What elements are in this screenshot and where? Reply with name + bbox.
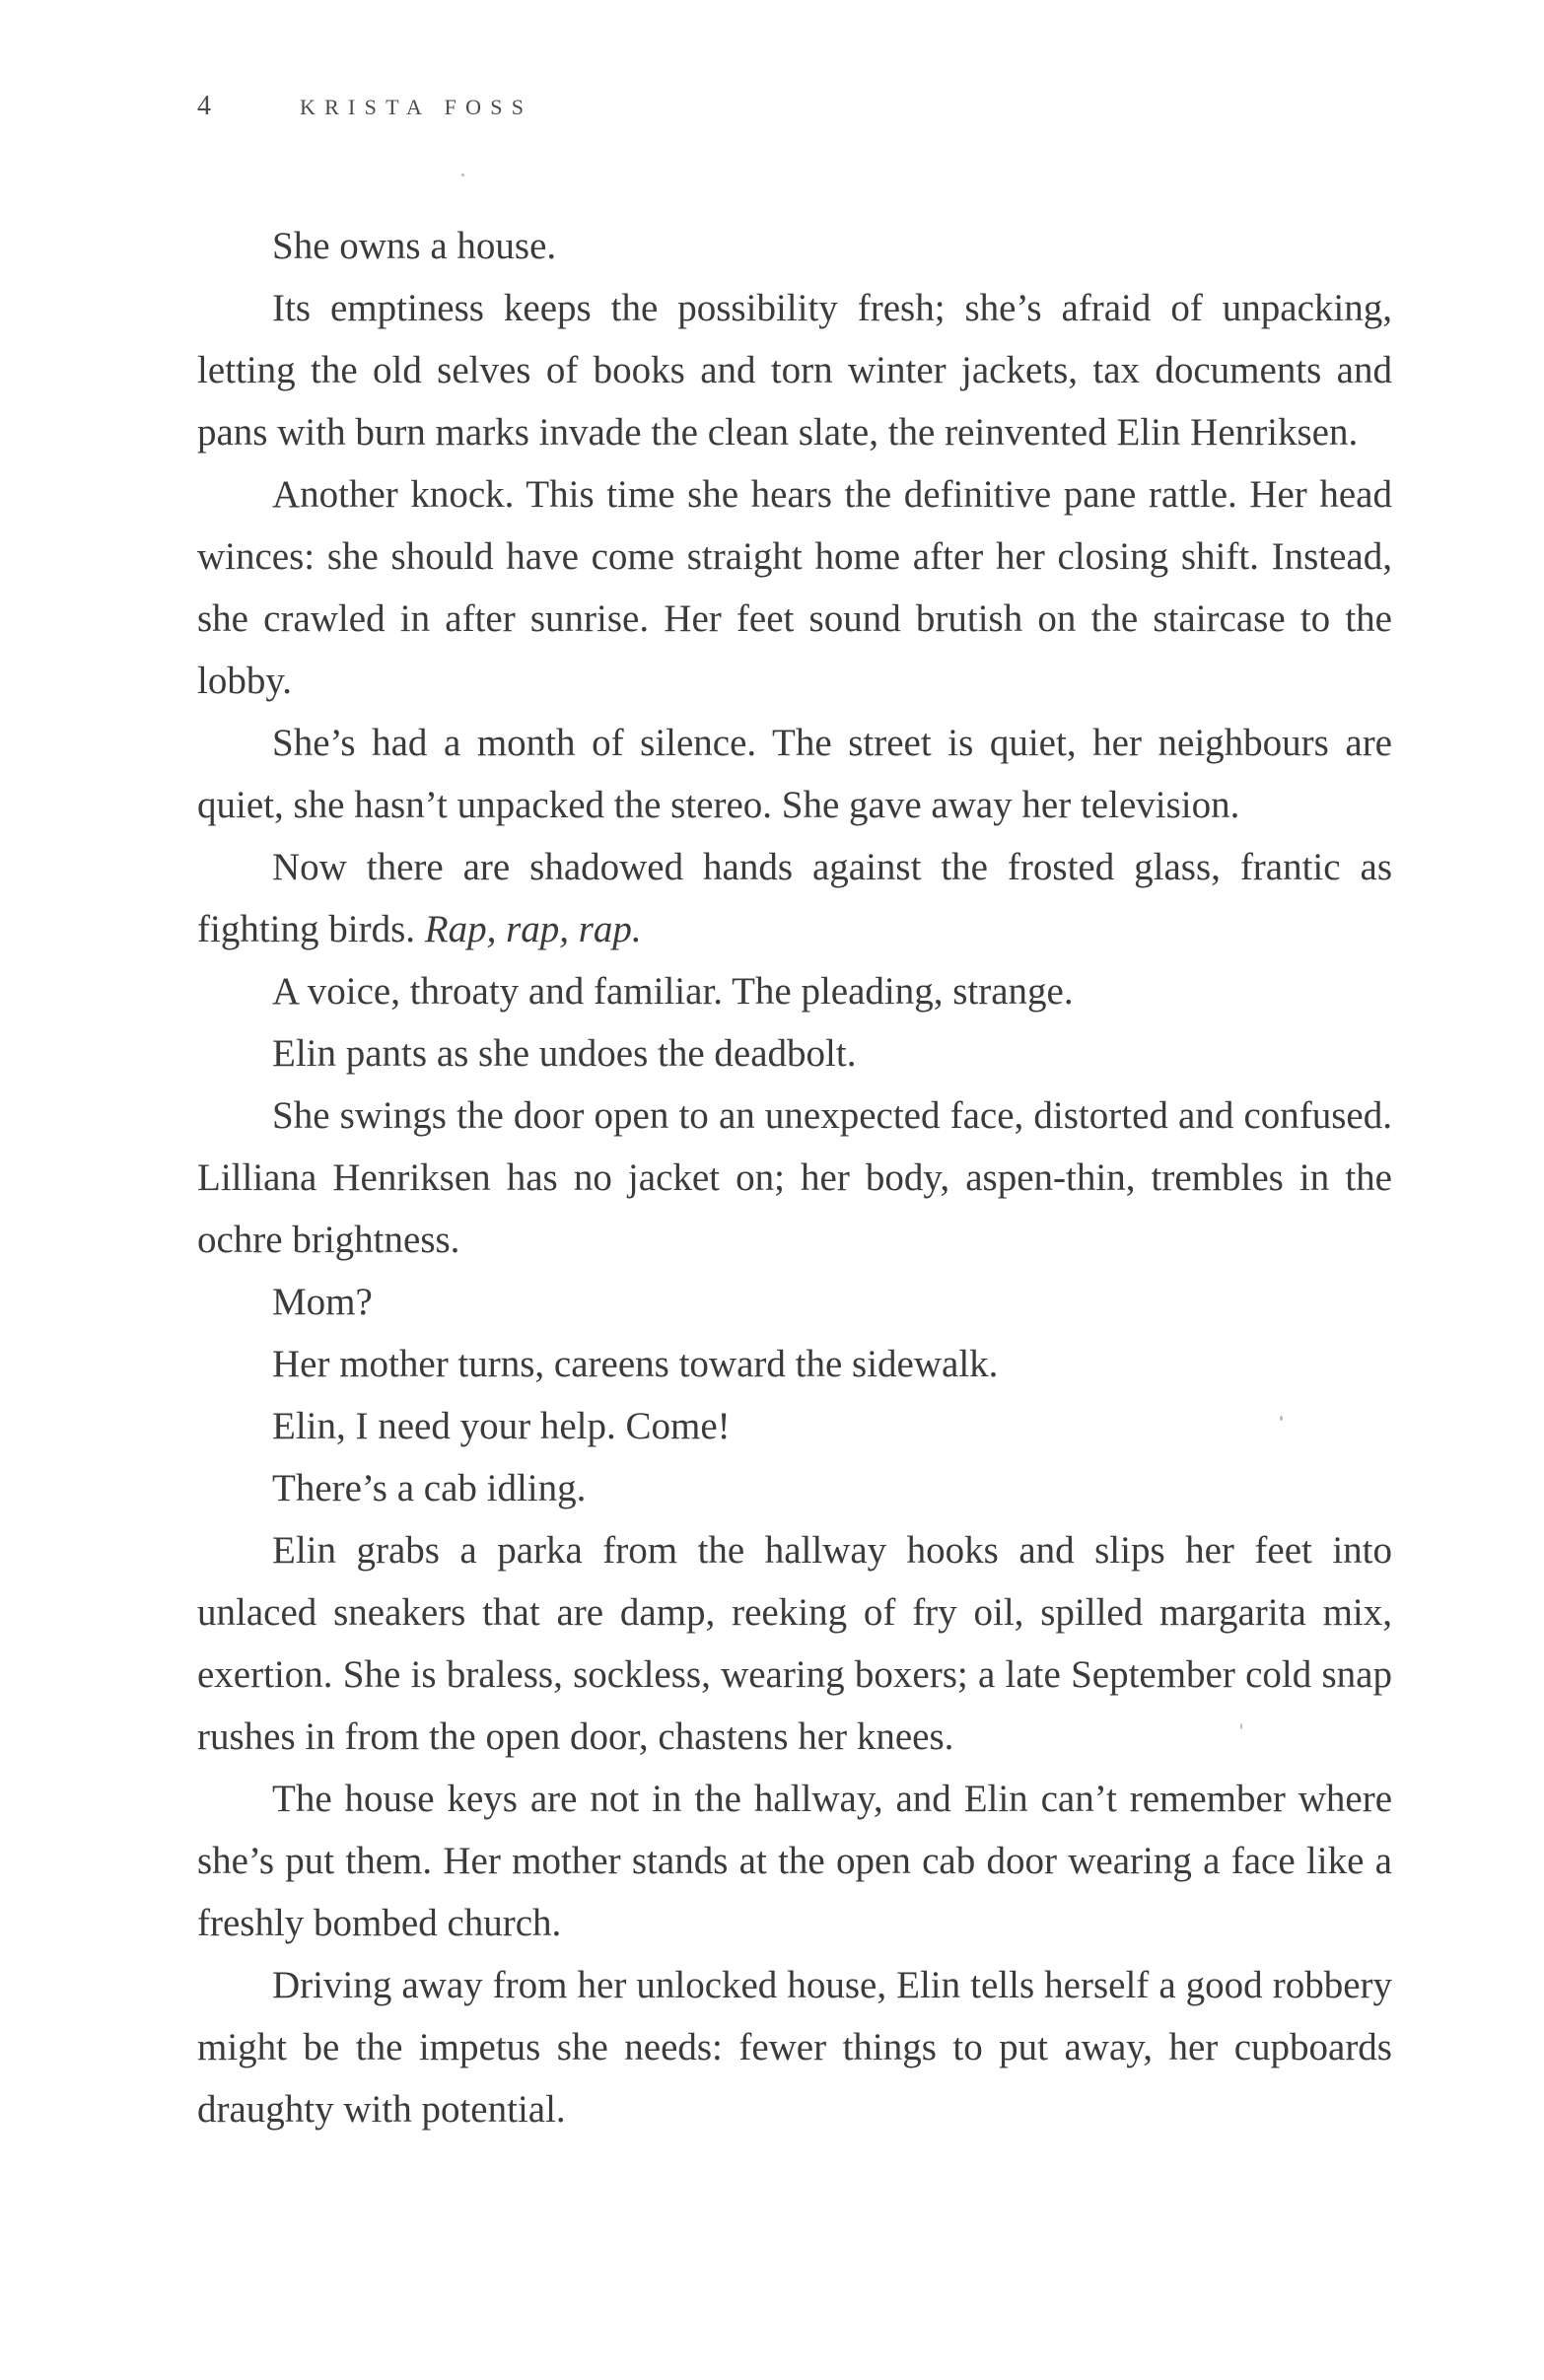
page-number: 4 xyxy=(197,91,211,121)
paragraph: She owns a house. xyxy=(272,225,557,267)
body-text xyxy=(197,215,1392,2140)
paragraph: Its emptiness keeps the possibility fresh; she’s afraid of unpacking, letting the old selves of books and torn winter jackets, tax documents and pans with burn marks invade the clean slate, the reinvented Elin Henriksen. xyxy=(197,287,1392,454)
running-head xyxy=(197,91,532,122)
paragraph xyxy=(197,836,1392,960)
paragraph: Another knock. This time she hears the definitive pane rattle. Her head winces: she should have come straight home after her closing shift. Instead, she crawled in after sunrise. Her feet sound brutish on the staircase to the lobby. xyxy=(197,473,1392,702)
paragraph: The house keys are not in the hallway, and Elin can’t remember where she’s put them. Her mother stands at the open cab door wearing a face like a freshly bombed church. xyxy=(197,1778,1392,1944)
paragraph: She’s had a month of silence. The street is quiet, her neighbours are quiet, she hasn’t unpacked the stereo. She gave away her television. xyxy=(197,722,1392,826)
paragraph-text: Now there are shadowed hands against the frosted glass, frantic as fighting birds. xyxy=(197,846,1392,950)
dialogue-line: Mom? xyxy=(272,1281,373,1323)
paragraph: Driving away from her unlocked house, Elin tells herself a good robbery might be the impetus she needs: fewer things to put away, her cupboards draughty with potential. xyxy=(197,1964,1392,2131)
paragraph: Her mother turns, careens toward the sidewalk. xyxy=(272,1343,999,1385)
paragraph: A voice, throaty and familiar. The pleading, strange. xyxy=(272,970,1074,1013)
dialogue-line: Elin, I need your help. Come! xyxy=(272,1405,731,1447)
scan-speck xyxy=(461,174,464,176)
author-name: KRISTA FOSS xyxy=(300,95,533,119)
scan-speck xyxy=(1240,1723,1242,1729)
paragraph: She swings the door open to an unexpected face, distorted and confused. Lilliana Henriksen has no jacket on; her body, aspen-thin, trembles in the ochre brightness. xyxy=(197,1094,1392,1261)
italic-knock-text: Rap, rap, rap. xyxy=(424,908,642,950)
paragraph: Elin pants as she undoes the deadbolt. xyxy=(272,1032,857,1075)
paragraph: There’s a cab idling. xyxy=(272,1467,587,1509)
scan-speck xyxy=(1280,1416,1283,1421)
paragraph: Elin grabs a parka from the hallway hooks and slips her feet into unlaced sneakers that are damp, reeking of fry oil, spilled margarita mix, exertion. She is braless, sockless, wearing boxers; a late September cold snap rushes in from the open door, chastens her knees. xyxy=(197,1529,1392,1758)
